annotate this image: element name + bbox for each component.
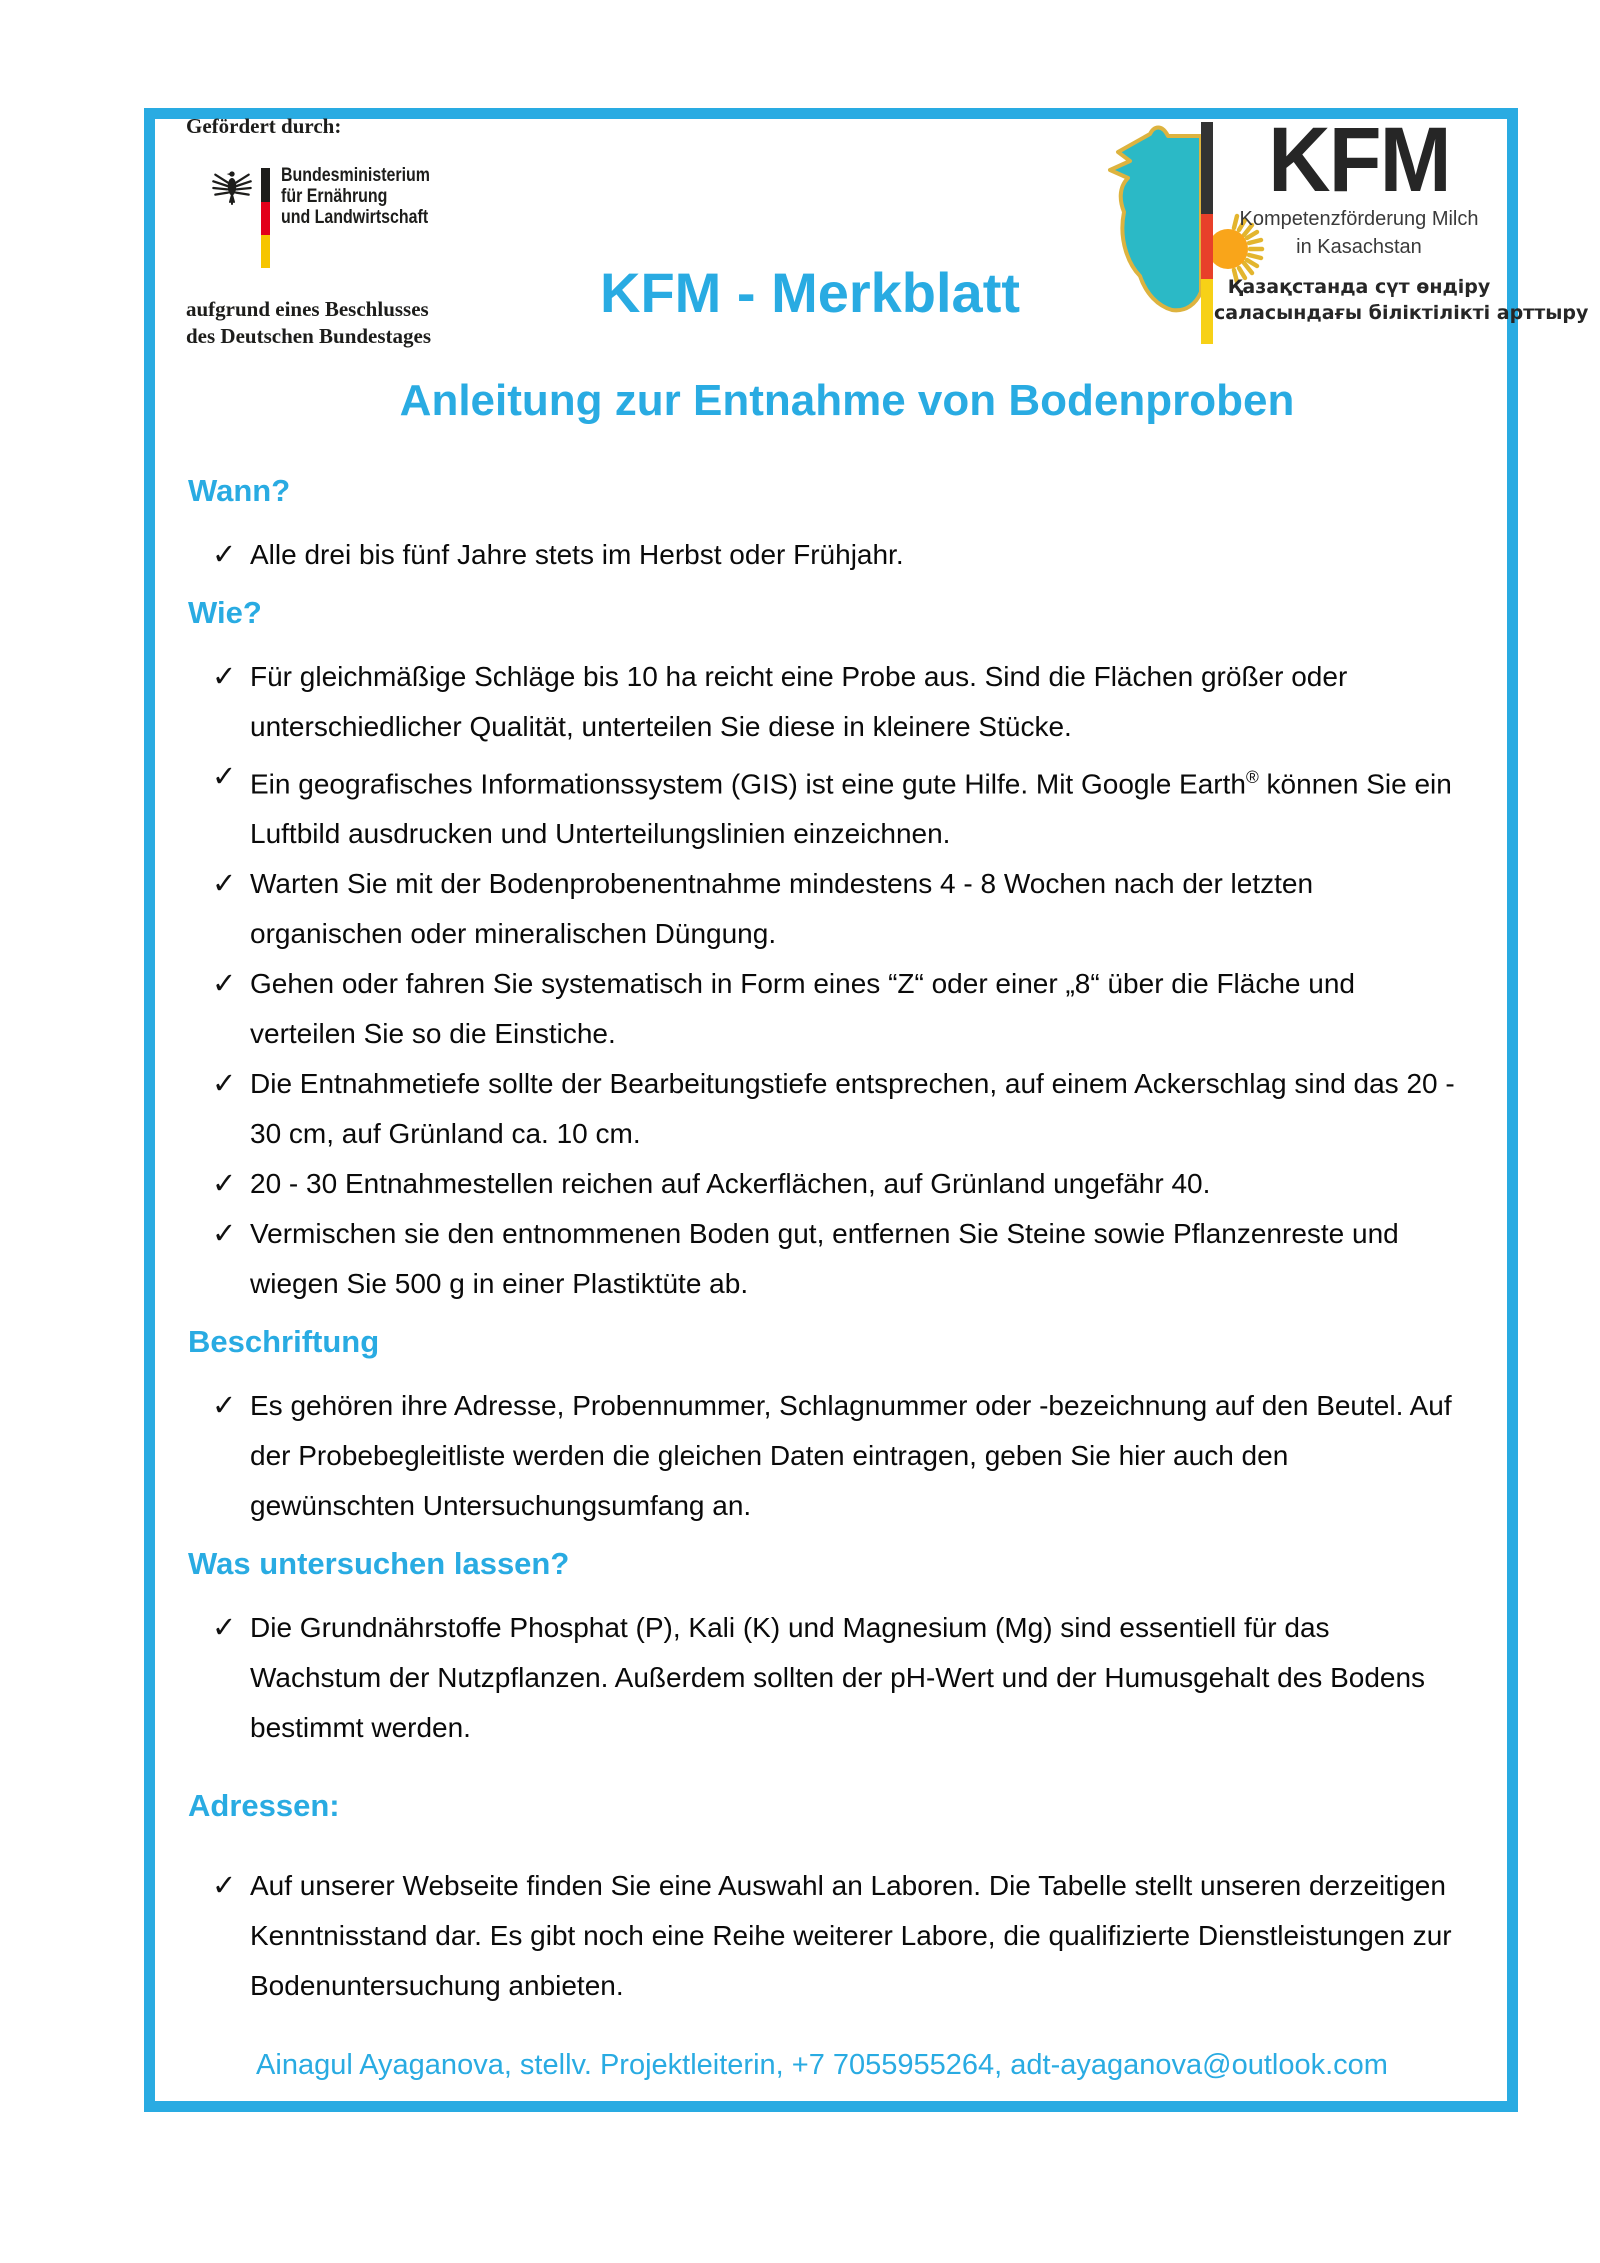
bullet-item	[188, 1059, 1456, 1159]
bullet-item	[188, 1381, 1456, 1531]
kfm-name-line2: in Kasachstan	[1296, 236, 1422, 258]
funded-by-label: Gefördert durch:	[186, 114, 342, 138]
bullet-text-post: können Sie ein Luftbild ausdrucken und Unterteilungslinien einzeichnen.	[250, 768, 1452, 850]
bullet-text: Für gleichmäßige Schläge bis 10 ha reicht eine Probe aus. Sind die Flächen größer oder unterschiedlicher Qualität, unterteilen Sie diese in kleinere Stücke.	[250, 661, 1348, 742]
check-icon: ✓	[212, 1390, 237, 1423]
kfm-logo	[1098, 109, 1589, 360]
section-heading-adressen: Adressen:	[188, 1788, 340, 1824]
bullet-item	[188, 530, 1456, 580]
page-subtitle: Anleitung zur Entnahme von Bodenproben	[399, 376, 1295, 425]
bullet-text: Gehen oder fahren Sie systematisch in Form eines “Z“ oder einer „8“ über die Fläche und verteilen Sie so die Einstiche.	[250, 968, 1355, 1050]
kfm-name-line1: Kompetenzförderung Milch	[1239, 208, 1479, 230]
check-icon: ✓	[212, 868, 237, 901]
document-title: KFM - Merkblatt	[600, 261, 1020, 324]
kfm-kazakh-line2: саласындағы біліктілікті арттыру	[1214, 302, 1589, 324]
bullet-text: Alle drei bis fünf Jahre stets im Herbst oder Frühjahr.	[250, 539, 904, 570]
bullet-text: Die Grundnährstoffe Phosphat (P), Kali (K) und Magnesium (Mg) sind essentiell für das Wachstum der Nutzpflanzen. Außerdem sollten der pH-Wert und der Humusgehalt des Bodens bestimmt werden.	[250, 1612, 1426, 1744]
check-icon: ✓	[212, 1870, 237, 1903]
registered-trademark-symbol: ®	[1245, 767, 1259, 787]
bundestag-note-line1: aufgrund eines Beschlusses	[186, 297, 429, 321]
bullet-text: Es gehören ihre Adresse, Probennummer, Schlagnummer oder -bezeichnung auf den Beutel. Auf der Probebegleitliste werden die gleichen Daten eintragen, geben Sie hier auch den gewünschten Untersuchungsumfang an.	[250, 1390, 1452, 1522]
ministry-name	[281, 165, 430, 228]
bullet-text-pre: Ein geografisches Informationssystem (GIS) ist eine gute Hilfe. Mit Google Earth	[250, 768, 1246, 800]
bullet-text: Die Entnahmetiefe sollte der Bearbeitungstiefe entsprechen, auf einem Ackerschlag sind das 20 - 30 cm, auf Grünland ca. 10 cm.	[250, 1068, 1455, 1150]
check-icon: ✓	[212, 1218, 237, 1251]
ministry-name-line2: für Ernährung	[281, 186, 388, 207]
section-heading-wann: Wann?	[188, 473, 291, 508]
bullet-item	[188, 1603, 1456, 1753]
check-icon: ✓	[212, 1612, 237, 1645]
bullet-item	[188, 752, 1456, 859]
kfm-logo-text	[1214, 109, 1589, 326]
check-icon: ✓	[212, 761, 237, 793]
section-heading-wie: Wie?	[188, 595, 262, 630]
kfm-acronym: KFM	[1268, 109, 1450, 211]
section-heading-untersuchen: Was untersuchen lassen?	[188, 1546, 570, 1582]
bundestag-note	[186, 296, 431, 350]
ministry-name-line3: und Landwirtschaft	[281, 207, 429, 228]
contact-line: Ainagul Ayaganova, stellv. Projektleiterin, +7 7055955264, adt-ayaganova@outlook.com	[256, 2049, 1388, 2082]
section-heading-beschriftung: Beschriftung	[188, 1324, 380, 1360]
check-icon: ✓	[212, 661, 237, 693]
bullet-text: 20 - 30 Entnahmestellen reichen auf Ackerflächen, auf Grünland ungefähr 40.	[250, 1168, 1211, 1200]
check-icon: ✓	[212, 968, 237, 1001]
bullet-item	[188, 959, 1456, 1059]
bullet-text: Warten Sie mit der Bodenprobenentnahme mindestens 4 - 8 Wochen nach der letzten organischen oder mineralischen Düngung.	[250, 868, 1314, 950]
german-flag-stripe	[261, 168, 270, 268]
bullet-item	[188, 1159, 1456, 1209]
bullet-text: Vermischen sie den entnommenen Boden gut, entfernen Sie Steine sowie Pflanzenreste und wiegen Sie 500 g in einer Plastiktüte ab.	[250, 1218, 1399, 1300]
bullet-item	[188, 1861, 1456, 2011]
bundestag-note-line2: des Deutschen Bundestages	[186, 324, 432, 348]
bullet-text	[250, 752, 1456, 859]
bullet-item	[188, 652, 1456, 752]
check-icon: ✓	[212, 1068, 237, 1101]
check-icon: ✓	[212, 539, 237, 571]
bullet-item	[188, 1209, 1456, 1309]
bullet-text: Auf unserer Webseite finden Sie eine Auswahl an Laboren. Die Tabelle stellt unseren derzeitigen Kenntnisstand dar. Es gibt noch eine Reihe weiterer Labore, die qualifizierte Dienstleistungen zur Bodenuntersuchung anbieten.	[250, 1870, 1452, 2002]
bmel-logo	[212, 164, 632, 274]
bullet-item	[188, 859, 1456, 959]
kfm-kazakh-line1: Қазақстанда сүт өндіру	[1227, 276, 1491, 298]
check-icon: ✓	[212, 1168, 237, 1201]
ministry-name-line1: Bundesministerium	[281, 165, 430, 186]
federal-eagle-icon	[212, 166, 252, 210]
document-body	[188, 472, 1456, 2085]
